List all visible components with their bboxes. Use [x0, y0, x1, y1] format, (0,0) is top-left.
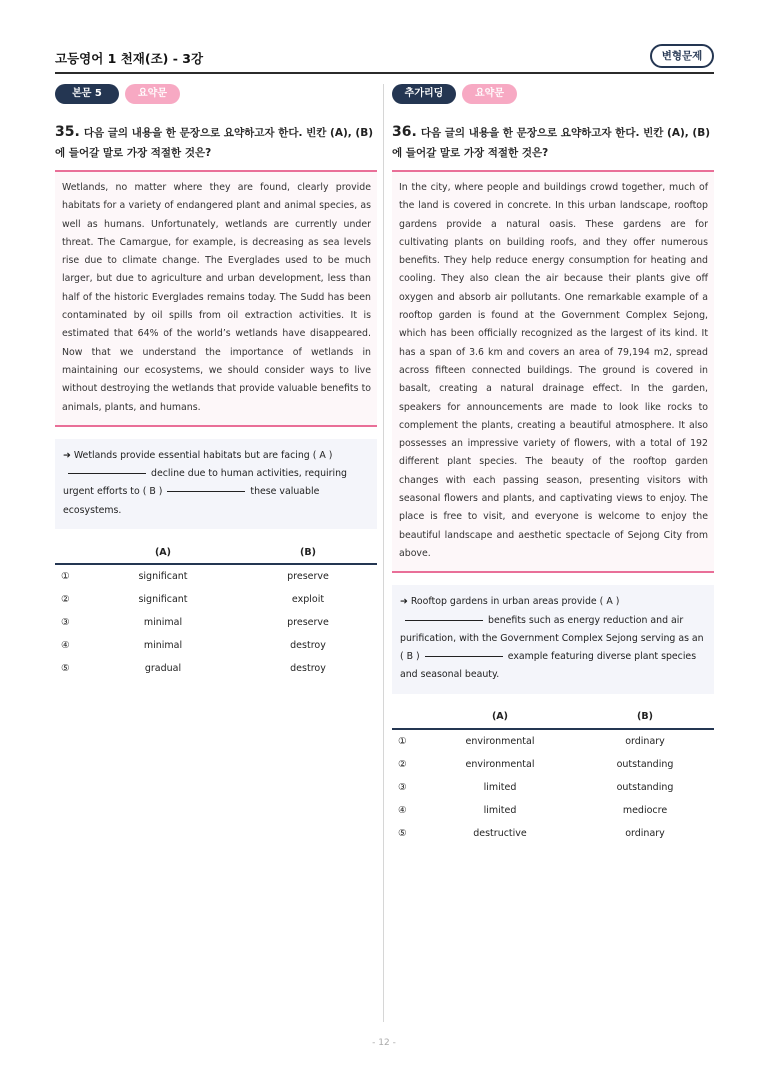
choice-b: outstanding — [616, 781, 674, 793]
source-tag: 본문 5 — [55, 84, 119, 104]
choice-a: environmental — [465, 758, 535, 770]
summary-box — [392, 585, 714, 693]
choice-b: ordinary — [625, 735, 665, 747]
choice-b: preserve — [287, 571, 329, 583]
choice-b: preserve — [287, 617, 329, 629]
answer-choices — [392, 706, 714, 845]
choice-number: ① — [61, 571, 70, 583]
choice-row[interactable] — [392, 822, 714, 845]
choice-b: mediocre — [622, 804, 668, 816]
choice-a: minimal — [143, 617, 183, 629]
question-title — [392, 122, 714, 168]
choice-row[interactable] — [392, 753, 714, 776]
question-36 — [392, 84, 714, 845]
reading-passage: In the city, where people and buildings crowd together, much of the land is covered in concrete. In this urban landscape, rooftop gardens provide a natural oasis. These gardens are for cultivating plants on building roofs, and they offer numerous benefits. They help reduce energy consumption for heating and cooling. They also clean the air because their plants give off oxygen and absorb air pollutants. One remarkable example of a rooftop garden is found at the Government Complex Sejong, which has been officially recognized as the largest of its kind. It has a span of 3.6 km and covers an area of 79,194 m2, spread across fifteen connected buildings. The ground is covered in basalt, creating a natural drainage effect. In the garden, speakers for announcements are made to look like rocks to complement the plants, creating a beautiful atmosphere. It also possesses an impressive variety of flowers, with a total of 192 different plant species. The beauty of the rooftop garden changes with each passing season, presenting visitors with seasonal flowers and plants, and captivating views to enjoy. The place is free to visit, and everyone is welcome to enjoy the beautiful landscape and aesthetic spectacle of Sejong City from above. — [392, 170, 714, 573]
type-tag: 요약문 — [125, 84, 180, 104]
summary-text-1: ➜ Wetlands provide essential habitats but are facing ( A ) — [63, 449, 333, 461]
reading-passage: Wetlands, no matter where they are found, clearly provide habitats for a variety of endangered plant and animal species, as well as humans. Unfortunately, wetlands are currently under threat. The Camargue, for example, is decreasing as sea levels rise due to climate change. The Everglades used to be much larger, but due to agriculture and urban development, less than half of the historic Everglades remains today. The Sudd has been contaminated by oil spills from oil extraction activities. It is estimated that 64% of the world’s wetlands have disappeared. Now that we understand the importance of wetlands in maintaining our ecosystems, we should consider ways to live without destroying the wetlands that provide valuable benefits to animals, plants, and humans. — [55, 170, 377, 427]
choice-number: ③ — [398, 781, 407, 793]
summary-box — [55, 439, 377, 529]
question-tags — [392, 84, 714, 104]
blank-a — [405, 620, 483, 621]
type-tag: 요약문 — [462, 84, 517, 104]
choices-header — [55, 541, 377, 565]
question-number: 35. — [55, 124, 80, 140]
choice-row[interactable] — [392, 799, 714, 822]
question-title — [55, 122, 377, 168]
summary-text-2: decline due to human activities, requiring urgent efforts to ( B ) — [63, 468, 347, 498]
choice-b: destroy — [290, 640, 326, 652]
column-b-header: (B) — [300, 546, 316, 558]
blank-a — [68, 473, 146, 474]
choice-a: minimal — [143, 640, 183, 652]
choice-b: outstanding — [616, 758, 674, 770]
choice-number: ③ — [61, 617, 70, 629]
choice-a: limited — [483, 804, 517, 816]
summary-text-1: ➜ Rooftop gardens in urban areas provide ( A ) — [400, 596, 620, 608]
blank-b — [167, 491, 245, 492]
choice-a: environmental — [465, 735, 535, 747]
choice-number: ④ — [398, 804, 407, 816]
choice-b: exploit — [291, 594, 325, 606]
choice-a: significant — [138, 594, 188, 606]
choice-a: limited — [483, 781, 517, 793]
choice-row[interactable] — [55, 657, 377, 680]
blank-b — [425, 656, 503, 657]
choice-row[interactable] — [55, 634, 377, 657]
choice-row[interactable] — [392, 776, 714, 799]
choice-number: ⑤ — [61, 663, 70, 675]
choice-number: ① — [398, 735, 407, 747]
question-text: 다음 글의 내용을 한 문장으로 요약하고자 한다. 빈칸 (A), (B)에 들어갈 말로 가장 적절한 것은? — [55, 127, 374, 159]
choice-row[interactable] — [392, 730, 714, 753]
page-number: - 12 - — [372, 1038, 396, 1048]
choice-number: ⑤ — [398, 827, 407, 839]
question-text: 다음 글의 내용을 한 문장으로 요약하고자 한다. 빈칸 (A), (B)에 들어갈 말로 가장 적절한 것은? — [392, 127, 711, 159]
question-number: 36. — [392, 124, 417, 140]
summary-text-3: these valuable ecosystems. — [63, 486, 320, 516]
choice-a: destructive — [473, 827, 527, 839]
column-a-header: (A) — [154, 546, 172, 558]
summary-text-2: benefits such as energy reduction and air purification, with the Government Complex Sejong serving as an ( B ) — [400, 614, 704, 663]
choice-a: gradual — [144, 663, 182, 675]
summary-text-3: example featuring diverse plant species and seasonal beauty. — [400, 651, 697, 681]
column-a-header: (A) — [491, 711, 509, 723]
column-b-header: (B) — [637, 711, 653, 723]
source-tag: 추가리딩 — [392, 84, 456, 104]
choice-number: ② — [398, 758, 407, 770]
section-badge: 변형문제 — [650, 44, 714, 68]
choice-row[interactable] — [55, 565, 377, 588]
choice-number: ④ — [61, 640, 70, 652]
question-tags — [55, 84, 377, 104]
choice-row[interactable] — [55, 611, 377, 634]
answer-choices — [55, 541, 377, 680]
page-header — [55, 44, 714, 74]
page-title: 고등영어 1 천재(조) - 3강 — [55, 51, 204, 66]
choices-header — [392, 706, 714, 730]
choice-b: ordinary — [625, 827, 665, 839]
choice-row[interactable] — [55, 588, 377, 611]
question-35 — [55, 84, 377, 680]
choice-a: significant — [138, 571, 188, 583]
choice-number: ② — [61, 594, 70, 606]
column-divider — [383, 84, 384, 1022]
choice-b: destroy — [290, 663, 326, 675]
